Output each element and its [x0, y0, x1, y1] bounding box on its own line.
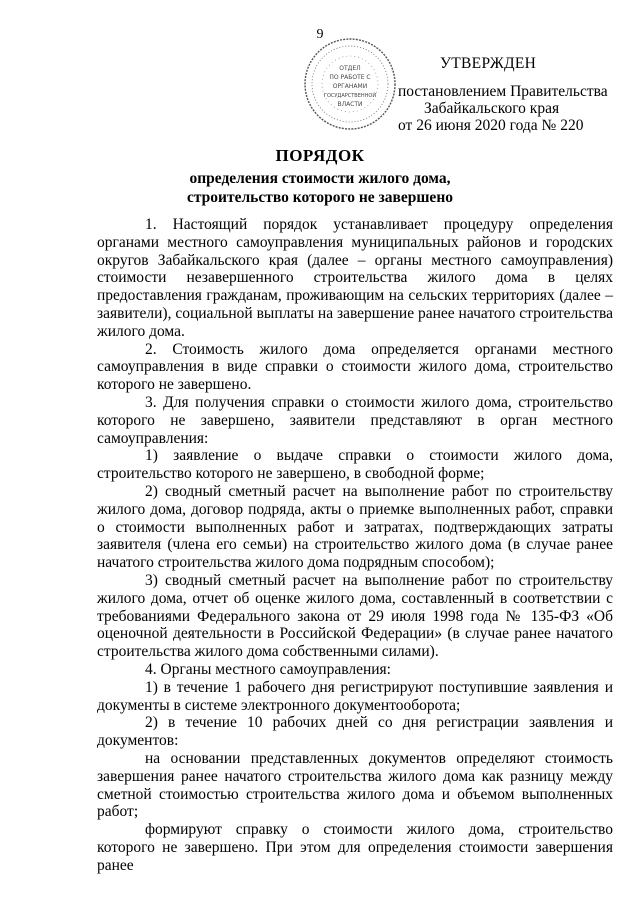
- paragraph: 2) сводный сметный расчет на выполнение работ по строительству жилого дома, договор подряда, акты о приемке выполненных работ, справки о стоимости выполненных работ и затратах, подтверждающих затраты заявителя (члена его семьи) на строительство жилого дома (в случае ранее начатого строительства жилого дома подрядным способом);: [97, 482, 613, 572]
- document-title: ПОРЯДОК: [275, 146, 365, 165]
- paragraph: 1. Настоящий порядок устанавливает процедуру определения органами местного самоуправления муниципальных районов и городских округов Забайкальского края (далее – органы местного самоуправления) стоимости незавершенного строительства жилого дома в целях предоставления гражданам, проживающим на сельских территориях (далее – заявители), социальной выплаты на завершение ранее начатого строительства жилого дома.: [97, 216, 614, 340]
- page-number: 9: [316, 27, 324, 42]
- stamp-line: ВЛАСТИ: [337, 101, 363, 108]
- document-body: [97, 216, 613, 874]
- paragraph: 3. Для получения справки о стоимости жилого дома, строительство которого не завершено, заявители представляют в орган местного самоуправления:: [97, 393, 613, 447]
- paragraph: 3) сводный сметный расчет на выполнение работ по строительству жилого дома, отчет об оценке жилого дома, составленный в соответствии с требованиями Федерального закона от 29 июля 1998 года № 135-ФЗ «Об оценочной деятельности в Российской Федерации» (в случае ранее начатого строительства жилого дома собственными силами).: [97, 571, 613, 661]
- document-subtitle: определения стоимости жилого дома,: [189, 170, 451, 187]
- paragraph: 1) заявление о выдаче справки о стоимости жилого дома, строительство которого не завершено, в свободной форме;: [97, 447, 613, 483]
- approval-line: от 26 июня 2020 года № 220: [398, 117, 584, 134]
- approval-line: Забайкальского края: [424, 100, 560, 117]
- paragraph: 2. Стоимость жилого дома определяется органами местного самоуправления в виде справки о стоимости жилого дома, строительство которого не завершено.: [97, 340, 613, 394]
- approval-block: [0, 0, 640, 140]
- approval-title: УТВЕРЖДЕН: [440, 55, 537, 72]
- document-subtitle: строительство которого не завершено: [186, 189, 453, 206]
- paragraph: формируют справку о стоимости жилого дома, строительство которого не завершено. При этом для определения стоимости завершения ранее: [97, 821, 613, 874]
- document-header: [0, 143, 640, 207]
- stamp-line: ОТДЕЛ: [339, 65, 361, 72]
- paragraph: 4. Органы местного самоуправления:: [145, 660, 391, 678]
- approval-line: постановлением Правительства: [398, 83, 608, 100]
- stamp-line: ОРГАНАМИ: [332, 83, 368, 90]
- stamp-line: ГОСУДАРСТВЕННОЙ: [323, 93, 377, 99]
- paragraph: 1) в течение 1 рабочего дня регистрируют поступившие заявления и документы в системе электронного документооборота;: [97, 678, 613, 714]
- stamp-line: ПО РАБОТЕ С: [329, 74, 371, 81]
- paragraph: 2) в течение 10 рабочих дней со дня регистрации заявления и документов:: [97, 714, 613, 750]
- paragraph: на основании представленных документов определяют стоимость завершения ранее начатого строительства жилого дома как разницу между сметной стоимостью строительства жилого дома и объемом выполненных работ;: [97, 749, 613, 821]
